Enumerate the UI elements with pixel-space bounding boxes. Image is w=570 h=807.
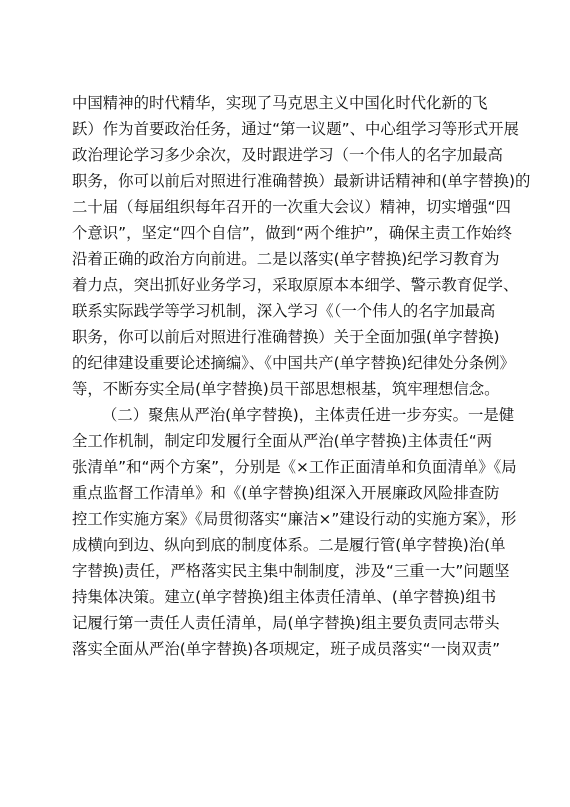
text-line: 中国精神的时代精华，实现了马克思主义中国化时代化新的飞: [72, 94, 488, 112]
text-line: 职务，你可以前后对照进行准确替换）最新讲话精神和(单字替换)的: [72, 172, 531, 190]
section-heading-line: （二）聚焦从严治(单字替换)，主体责任进一步夯实。一是健: [102, 406, 515, 424]
text-line: 落实全面从严治(单字替换)各项规定，班子成员落实“一岗双责”: [72, 640, 501, 658]
text-line: 张清单”和“两个方案”，分别是《×工作正面清单和负面清单》《局: [72, 458, 517, 476]
text-line: 重点监督工作清单》和《(单字替换)组深入开展廉政风险排查防: [72, 484, 500, 502]
text-line: 持集体决策。建立(单字替换)组主体责任清单、(单字替换)组书: [72, 588, 497, 606]
body-text: [72, 90, 531, 662]
text-line: 等，不断夯实全局(单字替换)员干部思想根基，筑牢理想信念。: [72, 380, 500, 398]
text-line: 政治理论学习多少余次，及时跟进学习（一个伟人的名字加最高: [72, 146, 503, 164]
text-line: 全工作机制，制定印发履行全面从严治(单字替换)主体责任“两: [72, 432, 493, 450]
text-line: 跃）作为首要政治任务，通过“第一议题”、中心组学习等形式开展: [72, 120, 519, 138]
text-line: 沿着正确的政治方向前进。二是以落实(单字替换)纪学习教育为: [72, 250, 500, 268]
text-line: 字替换)责任，严格落实民主集中制制度，涉及“三重一大”问题坚: [72, 562, 510, 580]
text-line: 联系实际践学等学习机制，深入学习《（一个伟人的名字加最高: [72, 302, 496, 320]
text-line: 成横向到边、纵向到底的制度体系。二是履行管(单字替换)治(单: [72, 536, 506, 554]
text-line: 记履行第一责任人责任清单，局(单字替换)组主要负责同志带头: [72, 614, 500, 632]
text-line: 二十届（每届组织每年召开的一次重大会议）精神，切实增强“四: [72, 198, 511, 216]
text-line: 个意识”，坚定“四个自信”，做到“两个维护”，确保主责工作始终: [72, 224, 513, 242]
text-line: 控工作实施方案》《局贯彻落实“廉洁×”建设行动的实施方案》，形: [72, 510, 517, 528]
text-line: 职务，你可以前后对照进行准确替换）关于全面加强(单字替换): [72, 328, 500, 346]
text-line: 的纪律建设重要论述摘编》、《中国共产(单字替换)纪律处分条例》: [72, 354, 515, 372]
text-line: 着力点，突出抓好业务学习，采取原原本本细学、警示教育促学、: [72, 276, 519, 294]
